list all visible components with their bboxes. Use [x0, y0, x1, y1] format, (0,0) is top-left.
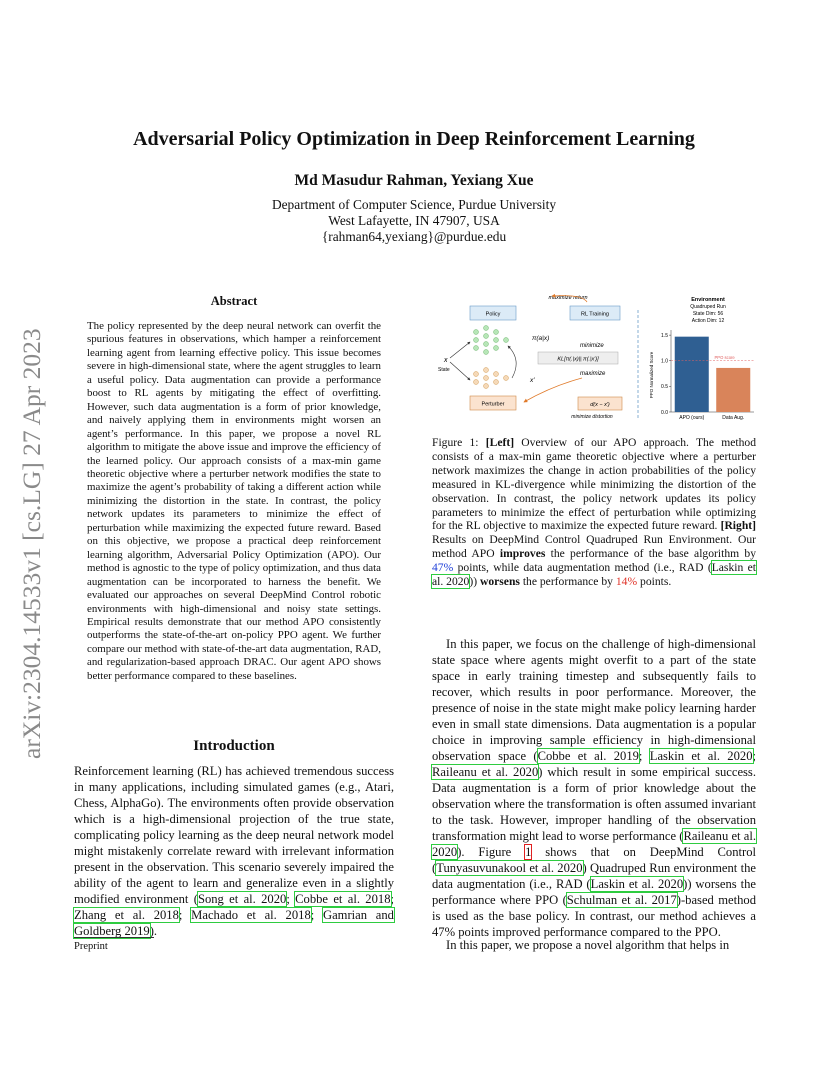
kl-label: KL[π(.|x)|| π(.|x′)]	[557, 356, 599, 363]
footnote-rule	[74, 937, 154, 938]
rl-training-label: RL Training	[581, 311, 609, 318]
apo-overview-diagram	[432, 290, 642, 422]
right-column-paragraph-2: In this paper, we propose a novel algorithm that helps in	[446, 938, 730, 952]
policy-network-icon	[474, 326, 509, 355]
citation-link[interactable]: Machado et al. 2018	[191, 908, 311, 922]
caption-text-2: Results on DeepMind Control Quadruped Run Environment. Our method APO	[432, 533, 756, 561]
citation-link[interactable]: Gamrian and Goldberg 2019	[74, 908, 394, 938]
citation-separator: ;	[390, 892, 394, 906]
arxiv-identifier-stamp	[12, 281, 48, 761]
maximize-label: maximize	[580, 371, 606, 377]
affiliation-email: {rahman64,yexiang}@purdue.edu	[321, 229, 507, 244]
figure-reference-link[interactable]: 1	[525, 845, 532, 859]
state-to-policy-arrow	[450, 342, 470, 358]
caption-right-tag: [Right]	[720, 519, 756, 533]
chart-y-tick-label: 1.5	[661, 332, 668, 339]
caption-decline-percent: 14%	[615, 575, 638, 589]
affiliation-block	[60, 197, 768, 245]
intro-text-end: ).	[149, 924, 158, 938]
body-text: ). Figure	[457, 845, 526, 859]
affiliation-address: West Lafayette, IN 47907, USA	[328, 213, 500, 228]
paper-title: Adversarial Policy Optimization in Deep Reinforcement Learning	[133, 128, 695, 150]
body-text: )) worsens the performance where PPO (	[432, 877, 756, 907]
chart-subtitle-action: Action Dim: 12	[691, 318, 725, 324]
distortion-label: d(x − x′)	[590, 402, 610, 408]
citation-link[interactable]: Tunyasuvunakool et al. 2020	[436, 861, 583, 875]
state-to-perturber-arrow	[450, 362, 470, 380]
citation-link[interactable]: Cobbe et al. 2018	[295, 892, 391, 906]
chart-subtitle-env: Quadruped Run	[690, 304, 726, 310]
introduction-heading: Introduction	[193, 738, 275, 754]
citation-link[interactable]: Zhang et al. 2018	[74, 908, 179, 922]
perturber-network-icon	[474, 368, 509, 389]
introduction-paragraph	[74, 763, 394, 939]
citation-separator: ;	[638, 749, 650, 763]
chart-x-tick-label: APO (ours)	[679, 415, 705, 421]
caption-text-1: Overview of our APO approach. The method consists of a max-min game theoretic objective where a perturber network maximizes the change in action probabilities of the policy measured in KL-divergence while minimizing the distortion of the observation. In contrast, the policy network updates its policy parameters to minimize the effect of perturbation while optimizing for the RL objective to maximize the expected future reward.	[432, 436, 756, 533]
caption-figure-label: Figure 1:	[432, 436, 479, 449]
citation-separator: ;	[178, 908, 192, 922]
right-column-paragraph	[432, 636, 756, 940]
body-text: ) which result in some empirical success. Data augmentation is a form of prior knowledge about the observation where the transformation is often assumed invariant to the task. However, improper handling of the observation transformation might lead to worse performance (	[432, 765, 756, 843]
citation-link[interactable]: Laskin et al. 2020	[649, 749, 753, 763]
abstract-heading: Abstract	[210, 294, 258, 308]
body-text: shows that on DeepMind Control (	[432, 845, 756, 875]
citation-separator: ;	[752, 749, 756, 763]
chart-bar	[675, 337, 709, 412]
chart-bar	[716, 368, 750, 412]
paper-authors: Md Masudur Rahman, Yexiang Xue	[294, 172, 534, 189]
caption-text-3: the performance of the base algorithm by	[545, 547, 756, 561]
body-text: ) Quadruped Run environment the data augmentation (i.e., RAD (	[432, 861, 756, 891]
caption-text-4: points, while data augmentation method (i.e., RAD (	[453, 561, 712, 575]
result-bar-chart	[644, 290, 760, 422]
caption-text-6: the performance by	[519, 575, 616, 589]
chart-x-tick-label: Data Aug.	[722, 415, 745, 421]
minimize-label: minimize	[580, 343, 604, 349]
caption-improves: improves	[499, 547, 546, 561]
x-prime-label: x′	[530, 377, 535, 384]
perturbed-to-policy-arrow	[508, 346, 516, 378]
figure-caption	[432, 436, 756, 589]
perturber-label: Perturber	[481, 401, 505, 408]
chart-title: Environment	[691, 297, 725, 303]
citation-link[interactable]: Schulman et al. 2017	[566, 893, 677, 907]
body-text: In this paper, we focus on the challenge of high-dimensional state space where agents might overfit to a part of the state space in early training timestep and subsequently fails to recover, which results in poor performance. Moreover, the presence of noise in the state might make policy learning harder even in small state dimensions. Data augmentation is a popular choice in improving sample efficiency in high-dimensional observation space (	[432, 637, 756, 763]
abstract-text: The policy represented by the deep neural network can overfit the spurious features in observations, which hamper a reinforcement learning agent from learning effective policy. This issue becomes severe in high-dimensional state, where the agent struggles to learn a useful policy. Data augmentation can provide a performance boost to RL agents by mitigating the effect of overfitting. However, such data augmentation is a form of prior knowledge, and naively applying them in environments might worsen an agent’s performance. In this paper, we propose a novel RL algorithm to mitigate the above issue and improve the efficiency of the learned policy. Our approach consists of a max-min game theoretic objective where a perturber network modifies the state to maximize the agent’s probability of taking a different action while minimizing the distortion in the state. In contrast, the policy network updates its parameters to minimize the effect of perturbation while maximizing the expected future reward. Based on this objective, we propose a practical deep reinforcement learning algorithm, Adversarial Policy Optimization (APO). Our method is agnostic to the type of policy optimization, and thus data augmentation can be incorporated to harness the benefit. We evaluated our approaches on several DeepMind Control robotic environments with high-dimensional and noisy state settings. Empirical results demonstrate that our method APO consistently outperforms the state-of-the-art on-policy PPO agent. We further compare our method with state-of-the-art data augmentation, RAD, and regularization-based approach DRAC. Our agent APO shows better performance compared to these baselines.	[87, 320, 381, 682]
arxiv-id-text: arXiv:2304.14533v1 [cs.LG] 27 Apr 2023	[17, 328, 46, 759]
x-label: x	[444, 357, 448, 364]
policy-label: Policy	[485, 311, 501, 318]
maximize-return-label: maximize return	[548, 295, 588, 301]
chart-subtitle-state: State Dim: 56	[692, 311, 724, 317]
chart-y-tick-label: 0.5	[661, 384, 668, 391]
minimize-distortion-label: minimize distortion	[571, 414, 613, 420]
affiliation-department: Department of Computer Science, Purdue University	[271, 197, 557, 212]
citation-link[interactable]: Laskin et al. 2020	[432, 561, 756, 589]
pi-ax-label: π(a|x)	[532, 335, 550, 342]
citation-separator: ;	[286, 892, 296, 906]
footnote-preprint: Preprint	[74, 941, 108, 952]
state-label: State	[438, 367, 450, 373]
citation-separator: ;	[310, 908, 323, 922]
chart-y-tick-label: 0.0	[661, 409, 668, 416]
citation-link[interactable]: Laskin et al. 2020	[590, 877, 684, 891]
caption-left-tag: [Left]	[485, 436, 515, 449]
chart-y-tick-label: 1.0	[661, 358, 668, 365]
chart-reference-label: PPO score	[714, 354, 735, 360]
intro-text-1: Reinforcement learning (RL) has achieved tremendous success in many applications, including simulated games (e.g., Atari, Chess, AlphaGo). The environments often provide observation which is a high-dimensional projection of the true state, complicating policy learning as the deep neural network model might mistakenly correlate reward with irrelevant information present in the observation. This scenario severely impaired the ability of the agent to learn and generalize even in a slightly modified environment (	[74, 764, 394, 906]
caption-text-7: points.	[637, 575, 672, 589]
body-text: )-based method is used as the base policy. In contrast, our method achieves a 47% points improved performance compared to the PPO.	[432, 893, 756, 939]
caption-improvement-percent: 47%	[432, 561, 454, 575]
citation-link[interactable]: Cobbe et al. 2019	[537, 749, 639, 763]
citation-link[interactable]: Raileanu et al. 2020	[432, 829, 756, 859]
chart-y-axis-label: PPO Normalized Score	[649, 351, 654, 399]
citation-link[interactable]: Raileanu et al. 2020	[432, 765, 539, 779]
citation-link[interactable]: Song et al. 2020	[197, 892, 287, 906]
caption-worsens: worsens	[479, 575, 520, 589]
caption-text-5: ))	[469, 575, 480, 589]
